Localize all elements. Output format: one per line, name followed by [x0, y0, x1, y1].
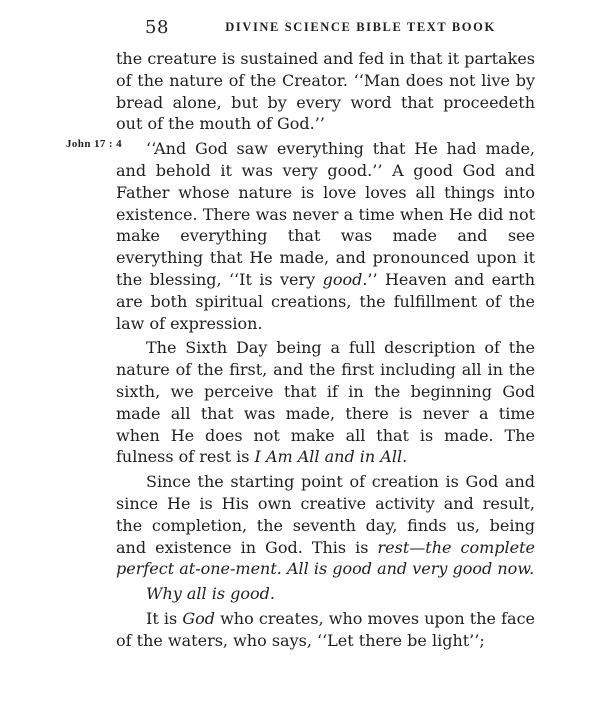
page-number: 58 [145, 17, 169, 38]
italic-text-run: Why all is good. [146, 584, 275, 604]
text-run: It is [146, 608, 183, 628]
italic-text-run: I Am All and in All. [254, 447, 408, 467]
text-run: the creature is sustained and fed in that it partakes of the nature of the Creator. ‘‘Man does not live by bread alone, but by every word that proceedeth out of the mouth of God.’’ [116, 49, 535, 134]
text-run: The Sixth Day being a full description of the nature of the first, and the first including all in the sixth, we perceive that if in the beginning God made all that was made, there is never a time when He does not make all that is made. The fulness of rest is [116, 338, 535, 467]
paragraph [116, 337, 535, 468]
page-header [116, 17, 535, 41]
text-run: ’’ Heaven and earth are both spiritual creations, the fulfillment of the law of expression. [116, 269, 535, 333]
text-run: ‘‘And God saw everything that He had made, and behold it was very good.’’ A good God and Father whose nature is love loves all things into existence. There was never a time when He did not make everything that was made and see everything that He made, and pronounced upon it the blessing, ‘‘It is very [116, 139, 535, 289]
section-heading [116, 583, 535, 605]
body-text [116, 48, 535, 655]
paragraph [116, 138, 535, 334]
text-run: who creates, who moves upon the face of the waters, who says, ‘‘Let there be light’’; [116, 608, 536, 650]
italic-text-run: good. [322, 269, 368, 289]
paragraph [116, 48, 535, 135]
text-run: Since the starting point of creation is God and since He is His own creative activity and result, the completion, the seventh day, finds us, being and existence in God. This is [116, 472, 535, 557]
paragraph [116, 471, 535, 580]
italic-text-run: God [182, 608, 215, 628]
running-title: DIVINE SCIENCE BIBLE TEXT BOOK [225, 20, 496, 34]
italic-text-run: rest—the complete perfect at-one-ment. All is good and very good now. [116, 537, 535, 579]
paragraph [116, 608, 535, 652]
margin-note-scripture-reference: John 17 : 4 [66, 138, 123, 150]
